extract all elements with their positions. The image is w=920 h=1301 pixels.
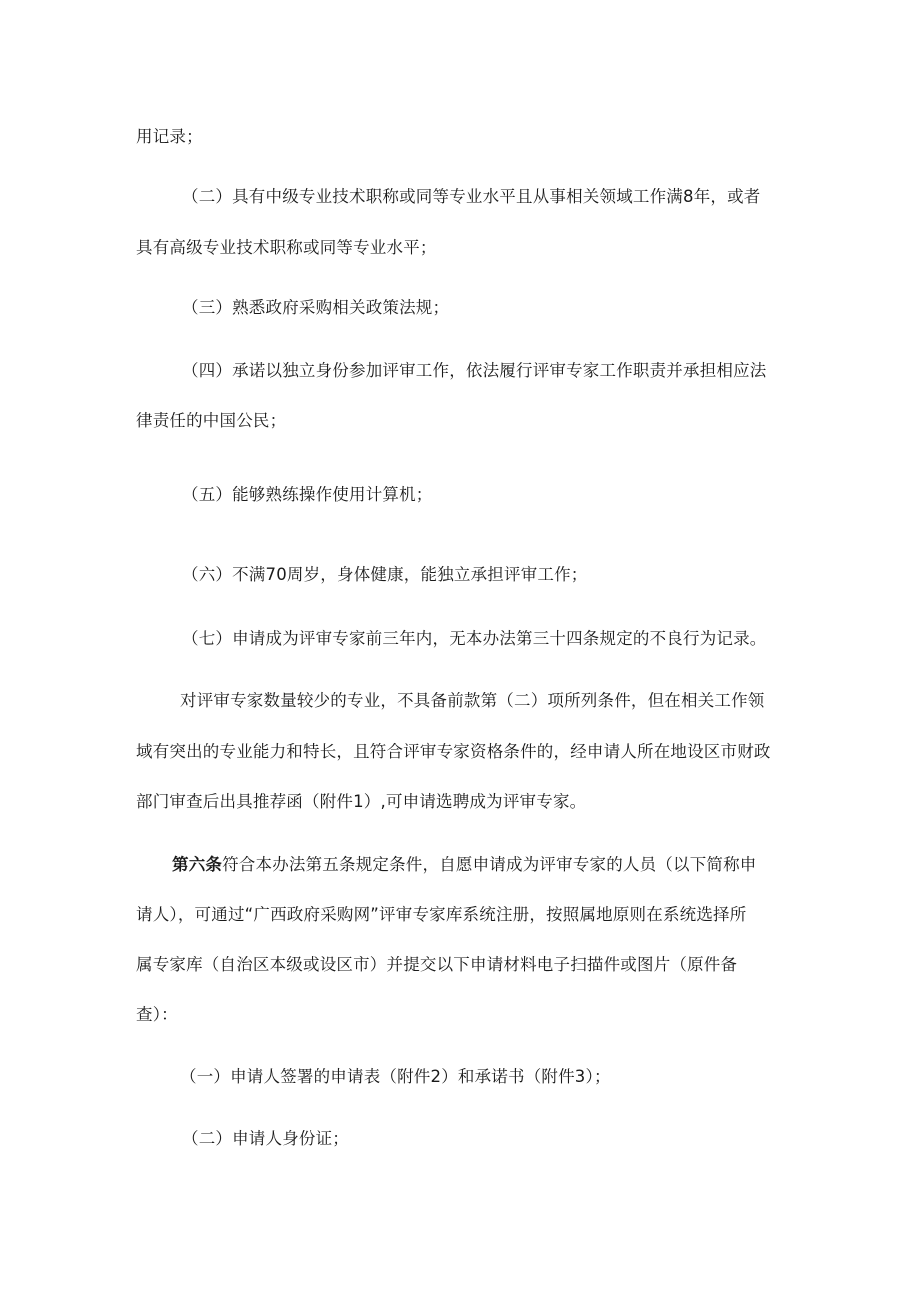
text-line-16: 查）：: [136, 1005, 178, 1024]
text-line-1: 用记录；: [136, 127, 203, 146]
text-line-11: 域有突出的专业能力和特长，且符合评审专家资格条件的，经申请人所在地设区市财政: [136, 742, 771, 761]
text-line-3: 具有高级专业技术职称或同等专业水平；: [136, 238, 437, 257]
text-line-2: （二）具有中级专业技术职称或同等专业水平且从事相关领域工作满8年，或者: [182, 187, 761, 206]
text-line-17: （一）申请人签署的申请表（附件2）和承诺书（附件3）；: [180, 1067, 611, 1086]
text-line-12: 部门审查后出具推荐函（附件1）,可申请选聘成为评审专家。: [136, 792, 587, 811]
text-line-7: （五）能够熟练操作使用计算机；: [182, 485, 433, 504]
text-line-13: [172, 854, 757, 876]
text-line-6: 律责任的中国公民；: [136, 411, 287, 430]
text-line-5: （四）承诺以独立身份参加评审工作，依法履行评审专家工作职责并承担相应法: [182, 361, 767, 380]
text-line-15: 属专家库（自治区本级或设区市）并提交以下申请材料电子扫描件或图片（原件备: [136, 955, 738, 974]
article-six-text: 符合本办法第五条规定条件，自愿申请成为评审专家的人员（以下简称申: [222, 855, 757, 874]
text-line-18: （二）申请人身份证；: [182, 1129, 349, 1148]
article-six-heading: 第六条: [172, 855, 223, 874]
text-line-14: 请人），可通过“广西政府采购网”评审专家库系统注册，按照属地原则在系统选择所: [136, 905, 747, 924]
text-line-10: 对评审专家数量较少的专业，不具备前款第（二）项所列条件，但在相关工作领: [180, 691, 765, 710]
text-line-9: （七）申请成为评审专家前三年内，无本办法第三十四条规定的不良行为记录。: [182, 629, 767, 648]
text-line-8: （六）不满70周岁，身体健康，能独立承担评审工作；: [182, 565, 588, 584]
text-line-4: （三）熟悉政府采购相关政策法规；: [182, 298, 450, 317]
